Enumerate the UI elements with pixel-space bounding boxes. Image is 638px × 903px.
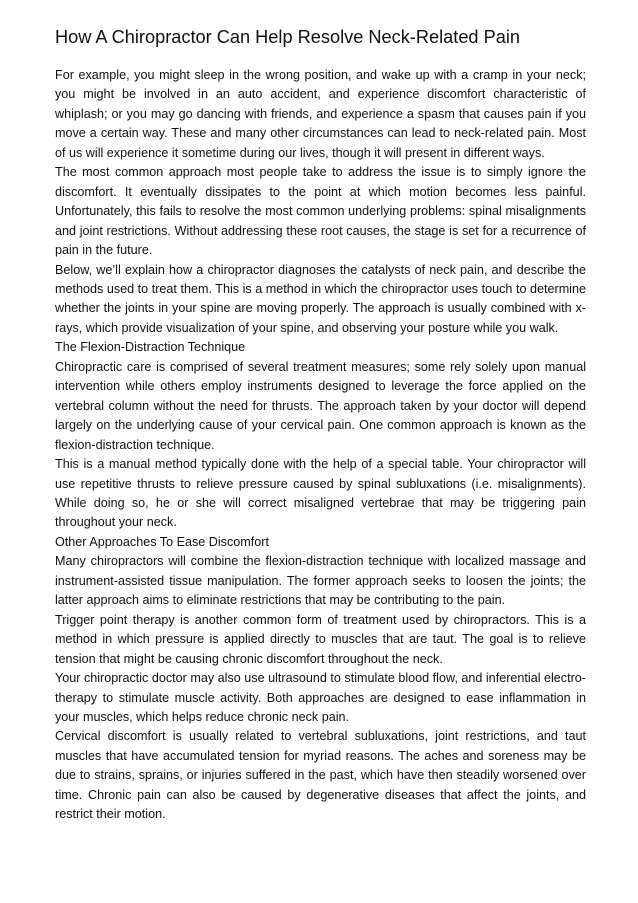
paragraph-diagnosis: Below, we’ll explain how a chiropractor diagnoses the catalysts of neck pain, and describe the methods used to treat them. This is a method in which the chiropractor uses touch to determine whether the joints in your spine are moving properly. The approach is usually combined with x-rays, which provide visualization of your spine, and observing your posture while you walk. [55,262,586,335]
paragraph-manual-method: This is a manual method typically done with the help of a special table. Your chiropractor will use repetitive thrusts to relieve pressure caused by spinal subluxations (i.e. misalignments). While doing so, he or she will correct misaligned vertebrae that may be triggering pain throughout your neck. [55,457,586,530]
section-heading-other-approaches: Other Approaches To Ease Discomfort [55,534,269,549]
paragraph-intro: For example, you might sleep in the wrong position, and wake up with a cramp in your neck; you might be involved in an auto accident, and experience discomfort characteristic of whiplash; or you may go dancing with friends, and experience a spasm that causes pain if you move a certain way. These and many other circumstances can lead to neck-related pain. Most of us will experience it sometime during our lives, though it will present in different ways. [55,68,586,160]
paragraph-common-approach: The most common approach most people take to address the issue is to simply ignore the discomfort. It eventually dissipates to the point at which motion becomes less painful. Unfortunately, this fails to resolve the most common underlying problems: spinal misalignments and joint restrictions. Without addressing these root causes, the stage is set for a recurrence of pain in the future. [55,165,586,258]
paragraph-cervical-discomfort: Cervical discomfort is usually related to vertebral subluxations, joint restrictions, and taut muscles that have accumulated tension for myriad reasons. The aches and soreness may be due to strains, sprains, or injuries suffered in the past, which have then steadily worsened over time. Chronic pain can also be caused by degenerative diseases that affect the joints, and restrict their motion. [55,729,586,822]
paragraph-ultrasound: Your chiropractic doctor may also use ultrasound to stimulate blood flow, and inferential electro-therapy to stimulate muscle activity. Both approaches are designed to ease inflammation in your muscles, which helps reduce chronic neck pain. [55,671,586,724]
paragraph-trigger-point: Trigger point therapy is another common form of treatment used by chiropractors. This is a method in which pressure is applied directly to muscles that are taut. The goal is to relieve tension that might be causing chronic discomfort throughout the neck. [55,612,586,666]
document-body [55,66,586,825]
paragraph-massage: Many chiropractors will combine the flexion-distraction technique with localized massage and instrument-assisted tissue manipulation. The former approach seeks to loosen the joints; the latter approach aims to eliminate restrictions that may be contributing to the pain. [55,554,586,608]
paragraph-treatment-measures: Chiropractic care is comprised of several treatment measures; some rely solely upon manual intervention while others employ instruments designed to leverage the force applied on the vertebral column without the need for thrusts. The approach taken by your doctor will depend largely on the underlying cause of your cervical pain. One common approach is known as the flexion-distraction technique. [55,359,586,452]
section-heading-flexion-distraction: The Flexion-Distraction Technique [55,340,246,355]
document-title: How A Chiropractor Can Help Resolve Neck-Related Pain [55,27,521,47]
